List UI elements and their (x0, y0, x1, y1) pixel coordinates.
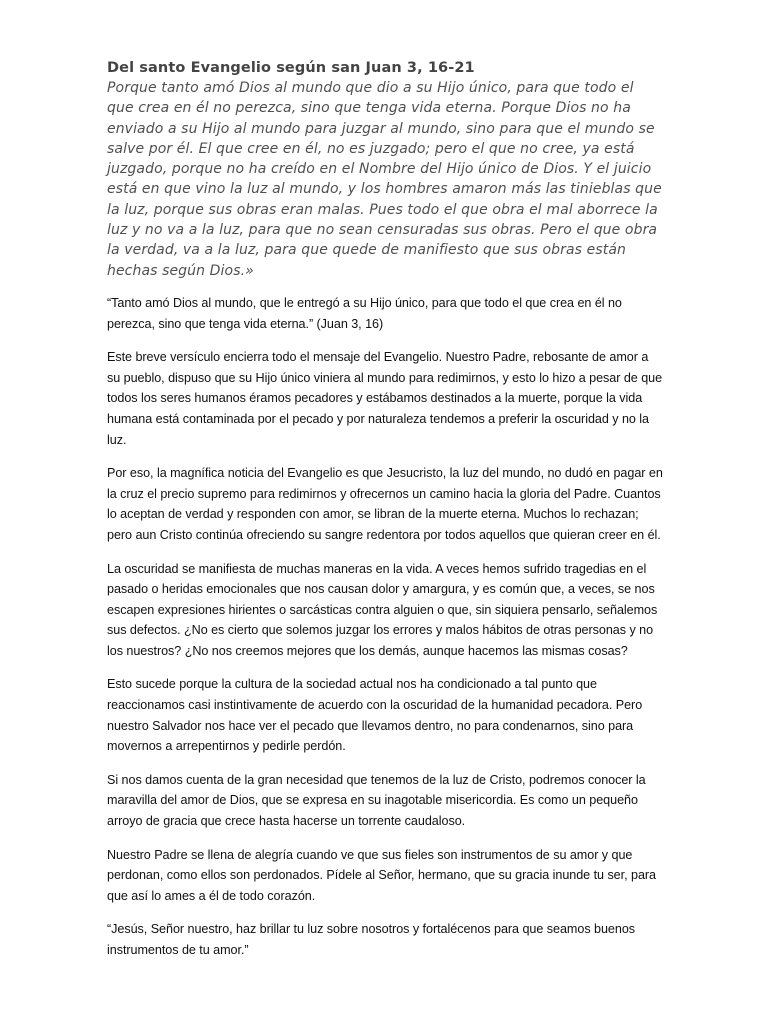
reflection-paragraph-prayer: “Jesús, Señor nuestro, haz brillar tu luz sobre nosotros y fortalécenos para que seamos buenos instrumentos de tu amor.” (107, 922, 636, 957)
document-page (107, 58, 663, 974)
reflection-paragraph: Nuestro Padre se llena de alegría cuando ve que sus fieles son instrumentos de su amor y que perdonan, como ellos son perdonados. Pídele al Señor, hermano, que su gracia inunde tu ser, para que así lo ames a él de todo corazón. (107, 847, 656, 903)
gospel-title: Del santo Evangelio según san Juan 3, 16-21 (107, 60, 475, 76)
reflection-paragraph: Si nos damos cuenta de la gran necesidad que tenemos de la luz de Cristo, podremos conocer la maravilla del amor de Dios, que se expresa en su inagotable misericordia. Es como un pequeño arroyo de gracia que crece hasta hacerse un torrente caudaloso. (107, 772, 646, 829)
gospel-text: Porque tanto amó Dios al mundo que dio a su Hijo único, para que todo el que crea en él no perezca, sino que tenga vida eterna. Porque Dios no ha enviado a su Hijo al mundo para juzgar al mundo, sino para que el mundo se salve por él. El que cree en él, no es juzgado; pero el que no cree, ya está juzgado, porque no ha creído en el Nombre del Hijo único de Dios. Y el juicio está en que vino la luz al mundo, y los hombres amaron más las tinieblas que la luz, porque sus obras eran malas. Pues todo el que obra el mal aborrece la luz y no va a la luz, para que no sean censuradas sus obras. Pero el que obra la verdad, va a la luz, para que quede de manifiesto que sus obras están hechas según Dios.» (107, 80, 662, 279)
reflection-body (107, 293, 663, 961)
reflection-paragraph: Esto sucede porque la cultura de la sociedad actual nos ha condicionado a tal punto que reaccionamos casi instintivamente de acuerdo con la oscuridad de la humanidad pecadora. Pero nuestro Salvador nos hace ver el pecado que llevamos dentro, no para condenarnos, sino para movernos a arrepentirnos y pedirle perdón. (107, 677, 643, 754)
reflection-paragraph: Este breve versículo encierra todo el mensaje del Evangelio. Nuestro Padre, rebosante de amor a su pueblo, dispuso que su Hijo único viniera al mundo para redimirnos, y esto lo hizo a pesar de que todos los seres humanos éramos pecadores y estábamos destinados a la muerte, porque la vida humana está contaminada por el pecado y por naturaleza tendemos a preferir la oscuridad y no la luz. (107, 350, 663, 447)
reflection-paragraph: La oscuridad se manifiesta de muchas maneras en la vida. A veces hemos sufrido tragedias en el pasado o heridas emocionales que nos causan dolor y amargura, y es común que, a veces, se nos escapen expresiones hirientes o sarcásticas contra alguien o que, sin siquiera pensarlo, señalemos sus defectos. ¿No es cierto que solemos juzgar los errores y malos hábitos de otras personas y no los nuestros? ¿No nos creemos mejores que los demás, aunque hacemos las mismas cosas? (107, 561, 658, 658)
reflection-paragraph-quote: “Tanto amó Dios al mundo, que le entregó a su Hijo único, para que todo el que crea en él no perezca, sino que tenga vida eterna.” (Juan 3, 16) (107, 295, 622, 331)
reflection-paragraph: Por eso, la magnífica noticia del Evangelio es que Jesucristo, la luz del mundo, no dudó en pagar en la cruz el precio supremo para redimirnos y ofrecernos un camino hacia la gloria del Padre. Cuantos lo aceptan de verdad y responden con amor, se libran de la muerte eterna. Muchos lo rechazan; pero aun Cristo continúa ofreciendo su sangre redentora por todos aquellos que quieran creer en él. (107, 466, 663, 542)
